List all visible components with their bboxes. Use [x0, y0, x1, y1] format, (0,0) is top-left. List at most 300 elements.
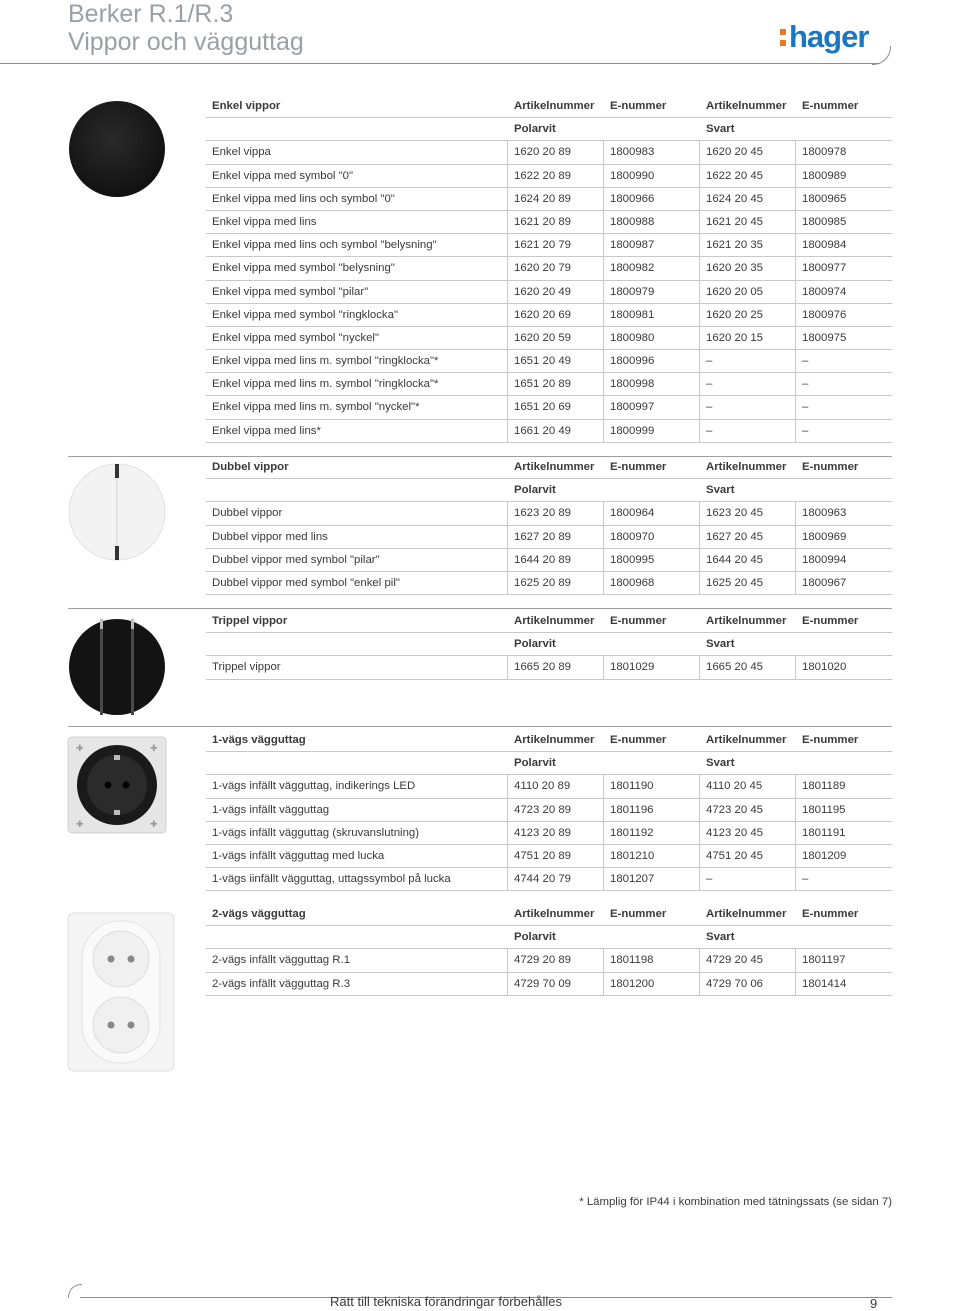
- svart-artikelnummer: 4723 20 45: [706, 803, 764, 816]
- table-row: [206, 188, 892, 211]
- polarvit-e-nummer: 1800990: [610, 169, 655, 182]
- column-divider: [795, 775, 796, 797]
- column-divider: [795, 141, 796, 163]
- black-rocker-switch-image: [66, 100, 168, 200]
- column-divider: [603, 165, 604, 187]
- polarvit-e-nummer: 1800995: [610, 553, 655, 566]
- column-divider: [795, 373, 796, 395]
- column-divider: [507, 572, 508, 594]
- svart-artikelnummer: –: [706, 873, 713, 886]
- section-separator: [68, 608, 892, 609]
- svart-artikelnummer: 1620 20 45: [706, 146, 764, 159]
- svart-e-nummer: –: [802, 401, 809, 414]
- polarvit-e-nummer: 1801210: [610, 849, 655, 862]
- polarvit-artikelnummer: 1621 20 89: [514, 215, 572, 228]
- polarvit-artikelnummer: 4110 20 89: [514, 780, 571, 793]
- column-divider: [603, 420, 604, 442]
- product-name: 2-vägs infällt vägguttag R.1: [212, 954, 351, 967]
- product-name: Dubbel vippor: [212, 507, 283, 520]
- col-e-nummer: E-nummer: [802, 461, 859, 473]
- polarvit-artikelnummer: 1622 20 89: [514, 169, 572, 182]
- header-rule-curve: [872, 46, 891, 65]
- table-row: [206, 304, 892, 327]
- column-divider: [603, 502, 604, 524]
- col-artikelnummer: Artikelnummer: [514, 100, 595, 112]
- svart-artikelnummer: 1644 20 45: [706, 553, 764, 566]
- table-header: [206, 95, 892, 118]
- table-header: [206, 456, 892, 479]
- column-divider: [603, 234, 604, 256]
- column-divider: [603, 373, 604, 395]
- column-divider: [699, 281, 700, 303]
- column-divider: [507, 949, 508, 971]
- column-divider: [699, 656, 700, 678]
- polarvit-artikelnummer: 4751 20 89: [514, 849, 572, 862]
- product-name: Enkel vippa med symbol "nyckel": [212, 331, 379, 344]
- polarvit-e-nummer: 1800966: [610, 192, 655, 205]
- column-divider: [795, 868, 796, 890]
- polarvit-e-nummer: 1800970: [610, 530, 655, 543]
- product-name: 1-vägs infällt vägguttag (skruvanslutning): [212, 826, 420, 839]
- column-divider: [699, 526, 700, 548]
- col-artikelnummer: Artikelnummer: [706, 615, 787, 627]
- column-divider: [507, 350, 508, 372]
- column-divider: [507, 420, 508, 442]
- column-divider: [603, 973, 604, 995]
- polarvit-e-nummer: 1801196: [610, 803, 654, 816]
- product-name: Enkel vippa med lins*: [212, 424, 321, 437]
- svart-artikelnummer: 1627 20 45: [706, 530, 764, 543]
- column-divider: [795, 572, 796, 594]
- column-divider: [507, 141, 508, 163]
- table-row: [206, 526, 892, 549]
- column-divider: [699, 257, 700, 279]
- column-divider: [795, 656, 796, 678]
- table-row: [206, 281, 892, 304]
- svart-e-nummer: 1800965: [802, 192, 847, 205]
- svart-e-nummer: 1800963: [802, 507, 847, 520]
- svart-artikelnummer: –: [706, 424, 713, 437]
- svart-artikelnummer: 4123 20 45: [706, 826, 764, 839]
- column-divider: [795, 799, 796, 821]
- col-artikelnummer: Artikelnummer: [706, 461, 787, 473]
- column-divider: [603, 949, 604, 971]
- column-divider: [507, 868, 508, 890]
- section-title: Enkel vippor: [212, 100, 281, 112]
- col-svart: Svart: [706, 931, 735, 944]
- polarvit-artikelnummer: 1644 20 89: [514, 553, 572, 566]
- table-header: [206, 903, 892, 926]
- product-name: 1-vägs iinfällt vägguttag, uttagssymbol på lucka: [212, 873, 451, 886]
- svart-artikelnummer: 1620 20 25: [706, 308, 764, 321]
- column-divider: [507, 502, 508, 524]
- trippel-vippor-table: [206, 610, 892, 680]
- col-polarvit: Polarvit: [514, 931, 556, 944]
- polarvit-artikelnummer: 1651 20 69: [514, 401, 572, 414]
- polarvit-e-nummer: 1801029: [610, 661, 655, 674]
- column-divider: [603, 845, 604, 867]
- polarvit-e-nummer: 1801190: [610, 780, 654, 793]
- svart-e-nummer: 1800976: [802, 308, 847, 321]
- col-svart: Svart: [706, 638, 735, 651]
- column-divider: [507, 822, 508, 844]
- svart-artikelnummer: 4110 20 45: [706, 780, 763, 793]
- polarvit-artikelnummer: 1651 20 49: [514, 355, 572, 368]
- page-title-line1: Berker R.1/R.3: [68, 0, 234, 28]
- polarvit-e-nummer: 1800980: [610, 331, 655, 344]
- table-subheader: [206, 479, 892, 502]
- section-title: 2-vägs vägguttag: [212, 908, 306, 920]
- product-name: Enkel vippa med symbol "0": [212, 169, 354, 182]
- column-divider: [699, 973, 700, 995]
- polarvit-e-nummer: 1800979: [610, 285, 655, 298]
- white-double-rocker-switch-image: [66, 462, 168, 562]
- product-name: Enkel vippa med symbol "ringklocka": [212, 308, 398, 321]
- polarvit-artikelnummer: 1620 20 79: [514, 262, 572, 275]
- column-divider: [795, 234, 796, 256]
- black-triple-rocker-switch-image: [66, 617, 168, 717]
- svart-e-nummer: 1800975: [802, 331, 847, 344]
- section-title: Trippel vippor: [212, 615, 288, 627]
- column-divider: [699, 304, 700, 326]
- svart-e-nummer: –: [802, 355, 809, 368]
- polarvit-e-nummer: 1801200: [610, 977, 655, 990]
- column-divider: [507, 234, 508, 256]
- col-artikelnummer: Artikelnummer: [514, 615, 595, 627]
- col-e-nummer: E-nummer: [610, 908, 667, 920]
- table-row: [206, 868, 892, 891]
- col-polarvit: Polarvit: [514, 757, 556, 770]
- polarvit-e-nummer: 1800988: [610, 215, 655, 228]
- page-title: [68, 0, 304, 56]
- column-divider: [795, 350, 796, 372]
- logo-dots-icon: [780, 29, 786, 46]
- footnote: * Lämplig för IP44 i kombination med tätningssats (se sidan 7): [579, 1196, 892, 1208]
- svart-artikelnummer: 1622 20 45: [706, 169, 764, 182]
- table-row: [206, 350, 892, 373]
- col-e-nummer: E-nummer: [802, 615, 859, 627]
- col-polarvit: Polarvit: [514, 123, 556, 136]
- polarvit-artikelnummer: 4729 70 09: [514, 977, 572, 990]
- col-svart: Svart: [706, 123, 735, 136]
- column-divider: [699, 141, 700, 163]
- column-divider: [699, 868, 700, 890]
- svart-artikelnummer: 1620 20 05: [706, 285, 764, 298]
- svart-e-nummer: –: [802, 378, 809, 391]
- svart-e-nummer: 1801191: [802, 826, 846, 839]
- product-name: Dubbel vippor med lins: [212, 530, 328, 543]
- column-divider: [603, 822, 604, 844]
- column-divider: [507, 845, 508, 867]
- svg-text:✚: ✚: [76, 744, 84, 754]
- column-divider: [699, 327, 700, 349]
- svart-e-nummer: 1800978: [802, 146, 847, 159]
- table-row: [206, 799, 892, 822]
- polarvit-e-nummer: 1801192: [610, 826, 654, 839]
- section-title: Dubbel vippor: [212, 461, 289, 473]
- svg-text:✚: ✚: [150, 744, 158, 754]
- col-artikelnummer: Artikelnummer: [706, 100, 787, 112]
- svart-artikelnummer: 4751 20 45: [706, 849, 764, 862]
- polarvit-artikelnummer: 1624 20 89: [514, 192, 572, 205]
- polarvit-e-nummer: 1801207: [610, 873, 655, 886]
- 1-vags-vagguttag-table: [206, 729, 892, 891]
- column-divider: [507, 656, 508, 678]
- col-e-nummer: E-nummer: [610, 100, 667, 112]
- column-divider: [507, 973, 508, 995]
- column-divider: [603, 868, 604, 890]
- polarvit-artikelnummer: 1623 20 89: [514, 507, 572, 520]
- table-header: [206, 729, 892, 752]
- col-svart: Svart: [706, 757, 735, 770]
- table-row: [206, 502, 892, 525]
- polarvit-e-nummer: 1800997: [610, 401, 655, 414]
- svart-e-nummer: 1801414: [802, 977, 847, 990]
- svart-e-nummer: 1801209: [802, 849, 847, 862]
- table-row: [206, 845, 892, 868]
- col-e-nummer: E-nummer: [802, 734, 859, 746]
- column-divider: [603, 396, 604, 418]
- column-divider: [699, 775, 700, 797]
- table-row: [206, 822, 892, 845]
- polarvit-artikelnummer: 1627 20 89: [514, 530, 572, 543]
- column-divider: [603, 656, 604, 678]
- product-name: 1-vägs infällt vägguttag med lucka: [212, 849, 385, 862]
- footer-text: Rätt till tekniska förändringar förbehålles: [330, 1294, 562, 1309]
- column-divider: [795, 281, 796, 303]
- product-name: Enkel vippa med symbol "pilar": [212, 285, 369, 298]
- col-e-nummer: E-nummer: [802, 100, 859, 112]
- polarvit-e-nummer: 1800964: [610, 507, 655, 520]
- svart-e-nummer: –: [802, 873, 809, 886]
- table-subheader: [206, 633, 892, 656]
- polarvit-artikelnummer: 4729 20 89: [514, 954, 572, 967]
- hager-logo: [780, 19, 869, 54]
- column-divider: [699, 549, 700, 571]
- svart-e-nummer: 1800984: [802, 239, 847, 252]
- svg-text:✚: ✚: [76, 820, 84, 830]
- table-subheader: [206, 118, 892, 141]
- column-divider: [699, 420, 700, 442]
- svart-artikelnummer: 1620 20 15: [706, 331, 764, 344]
- col-e-nummer: E-nummer: [802, 908, 859, 920]
- polarvit-artikelnummer: 1620 20 89: [514, 146, 572, 159]
- svart-artikelnummer: 1623 20 45: [706, 507, 764, 520]
- column-divider: [699, 350, 700, 372]
- column-divider: [795, 396, 796, 418]
- column-divider: [507, 799, 508, 821]
- col-artikelnummer: Artikelnummer: [706, 734, 787, 746]
- product-name: Enkel vippa: [212, 146, 271, 159]
- column-divider: [699, 502, 700, 524]
- column-divider: [795, 420, 796, 442]
- header-rule: [0, 63, 880, 64]
- svart-artikelnummer: 1624 20 45: [706, 192, 764, 205]
- svart-artikelnummer: 4729 70 06: [706, 977, 764, 990]
- table-row: [206, 234, 892, 257]
- svart-artikelnummer: –: [706, 401, 713, 414]
- product-name: Enkel vippa med lins m. symbol "nyckel"*: [212, 401, 420, 414]
- column-divider: [795, 845, 796, 867]
- product-name: 1-vägs infällt vägguttag: [212, 803, 330, 816]
- svart-e-nummer: 1801020: [802, 661, 847, 674]
- column-divider: [603, 549, 604, 571]
- column-divider: [795, 211, 796, 233]
- column-divider: [603, 775, 604, 797]
- column-divider: [795, 949, 796, 971]
- col-artikelnummer: Artikelnummer: [514, 908, 595, 920]
- svart-e-nummer: 1800989: [802, 169, 847, 182]
- table-header: [206, 610, 892, 633]
- column-divider: [507, 396, 508, 418]
- column-divider: [795, 526, 796, 548]
- polarvit-e-nummer: 1800968: [610, 576, 655, 589]
- column-divider: [699, 572, 700, 594]
- col-artikelnummer: Artikelnummer: [706, 908, 787, 920]
- svart-e-nummer: 1800974: [802, 285, 847, 298]
- svg-text:✚: ✚: [150, 820, 158, 830]
- column-divider: [795, 257, 796, 279]
- column-divider: [699, 845, 700, 867]
- col-svart: Svart: [706, 484, 735, 497]
- column-divider: [795, 327, 796, 349]
- col-e-nummer: E-nummer: [610, 734, 667, 746]
- svart-artikelnummer: 1620 20 35: [706, 262, 764, 275]
- polarvit-artikelnummer: 1621 20 79: [514, 239, 572, 252]
- column-divider: [795, 973, 796, 995]
- column-divider: [507, 549, 508, 571]
- polarvit-artikelnummer: 1625 20 89: [514, 576, 572, 589]
- column-divider: [603, 799, 604, 821]
- column-divider: [699, 949, 700, 971]
- svart-e-nummer: 1800969: [802, 530, 847, 543]
- polarvit-artikelnummer: 1620 20 59: [514, 331, 572, 344]
- table-row: [206, 572, 892, 595]
- column-divider: [699, 211, 700, 233]
- svart-artikelnummer: 1665 20 45: [706, 661, 764, 674]
- polarvit-artikelnummer: 1661 20 49: [514, 424, 572, 437]
- polarvit-artikelnummer: 4723 20 89: [514, 803, 572, 816]
- polarvit-e-nummer: 1800999: [610, 424, 655, 437]
- polarvit-artikelnummer: 4744 20 79: [514, 873, 572, 886]
- svart-e-nummer: 1801195: [802, 803, 846, 816]
- section-title: 1-vägs vägguttag: [212, 734, 306, 746]
- column-divider: [795, 188, 796, 210]
- column-divider: [507, 327, 508, 349]
- svart-artikelnummer: –: [706, 355, 713, 368]
- polarvit-e-nummer: 1800998: [610, 378, 655, 391]
- column-divider: [603, 188, 604, 210]
- product-name: Enkel vippa med lins och symbol "0": [212, 192, 395, 205]
- logo-wordmark: hager: [789, 19, 869, 54]
- table-row: [206, 656, 892, 679]
- column-divider: [603, 257, 604, 279]
- polarvit-artikelnummer: 1665 20 89: [514, 661, 572, 674]
- table-row: [206, 257, 892, 280]
- table-row: [206, 211, 892, 234]
- column-divider: [699, 165, 700, 187]
- product-name: Enkel vippa med lins: [212, 215, 317, 228]
- svart-e-nummer: 1800985: [802, 215, 847, 228]
- column-divider: [507, 373, 508, 395]
- column-divider: [603, 141, 604, 163]
- column-divider: [795, 304, 796, 326]
- double-socket-outlet-image: [66, 911, 176, 1073]
- svart-e-nummer: 1800994: [802, 553, 847, 566]
- 2-vags-vagguttag-table: [206, 903, 892, 996]
- product-name: Enkel vippa med lins m. symbol "ringklocka"*: [212, 355, 439, 368]
- product-name: Dubbel vippor med symbol "pilar": [212, 553, 380, 566]
- column-divider: [507, 257, 508, 279]
- column-divider: [699, 234, 700, 256]
- column-divider: [507, 304, 508, 326]
- table-row: [206, 327, 892, 350]
- polarvit-e-nummer: 1800981: [610, 308, 655, 321]
- column-divider: [699, 373, 700, 395]
- svart-e-nummer: 1801197: [802, 954, 846, 967]
- polarvit-e-nummer: 1800982: [610, 262, 655, 275]
- column-divider: [603, 211, 604, 233]
- column-divider: [507, 526, 508, 548]
- column-divider: [699, 799, 700, 821]
- svart-artikelnummer: 1621 20 35: [706, 239, 764, 252]
- polarvit-e-nummer: 1800996: [610, 355, 655, 368]
- polarvit-e-nummer: 1800987: [610, 239, 655, 252]
- polarvit-e-nummer: 1800983: [610, 146, 655, 159]
- column-divider: [603, 526, 604, 548]
- column-divider: [507, 188, 508, 210]
- table-row: [206, 373, 892, 396]
- column-divider: [507, 165, 508, 187]
- table-row: [206, 549, 892, 572]
- table-row: [206, 973, 892, 996]
- page-number: 9: [870, 1296, 878, 1311]
- enkel-vippor-table: [206, 95, 892, 443]
- product-name: Enkel vippa med lins m. symbol "ringklocka"*: [212, 378, 439, 391]
- table-subheader: [206, 752, 892, 775]
- column-divider: [603, 350, 604, 372]
- single-socket-outlet-image: [66, 735, 168, 835]
- svart-artikelnummer: 4729 20 45: [706, 954, 764, 967]
- table-row: [206, 165, 892, 188]
- product-name: 2-vägs infällt vägguttag R.3: [212, 977, 351, 990]
- polarvit-e-nummer: 1801198: [610, 954, 654, 967]
- column-divider: [795, 165, 796, 187]
- column-divider: [507, 211, 508, 233]
- table-subheader: [206, 926, 892, 949]
- svart-e-nummer: 1800967: [802, 576, 847, 589]
- column-divider: [699, 396, 700, 418]
- column-divider: [699, 188, 700, 210]
- column-divider: [507, 281, 508, 303]
- column-divider: [603, 327, 604, 349]
- footer-rule-curve: [68, 1284, 82, 1298]
- polarvit-artikelnummer: 1620 20 69: [514, 308, 572, 321]
- table-row: [206, 949, 892, 972]
- column-divider: [603, 281, 604, 303]
- col-artikelnummer: Artikelnummer: [514, 461, 595, 473]
- col-polarvit: Polarvit: [514, 638, 556, 651]
- dubbel-vippor-table: [206, 456, 892, 595]
- column-divider: [699, 822, 700, 844]
- polarvit-artikelnummer: 4123 20 89: [514, 826, 572, 839]
- table-row: [206, 420, 892, 443]
- product-name: Enkel vippa med symbol "belysning": [212, 262, 395, 275]
- svart-e-nummer: 1800977: [802, 262, 847, 275]
- product-name: 1-vägs infällt vägguttag, indikerings LED: [212, 780, 416, 793]
- column-divider: [507, 775, 508, 797]
- svart-artikelnummer: 1621 20 45: [706, 215, 764, 228]
